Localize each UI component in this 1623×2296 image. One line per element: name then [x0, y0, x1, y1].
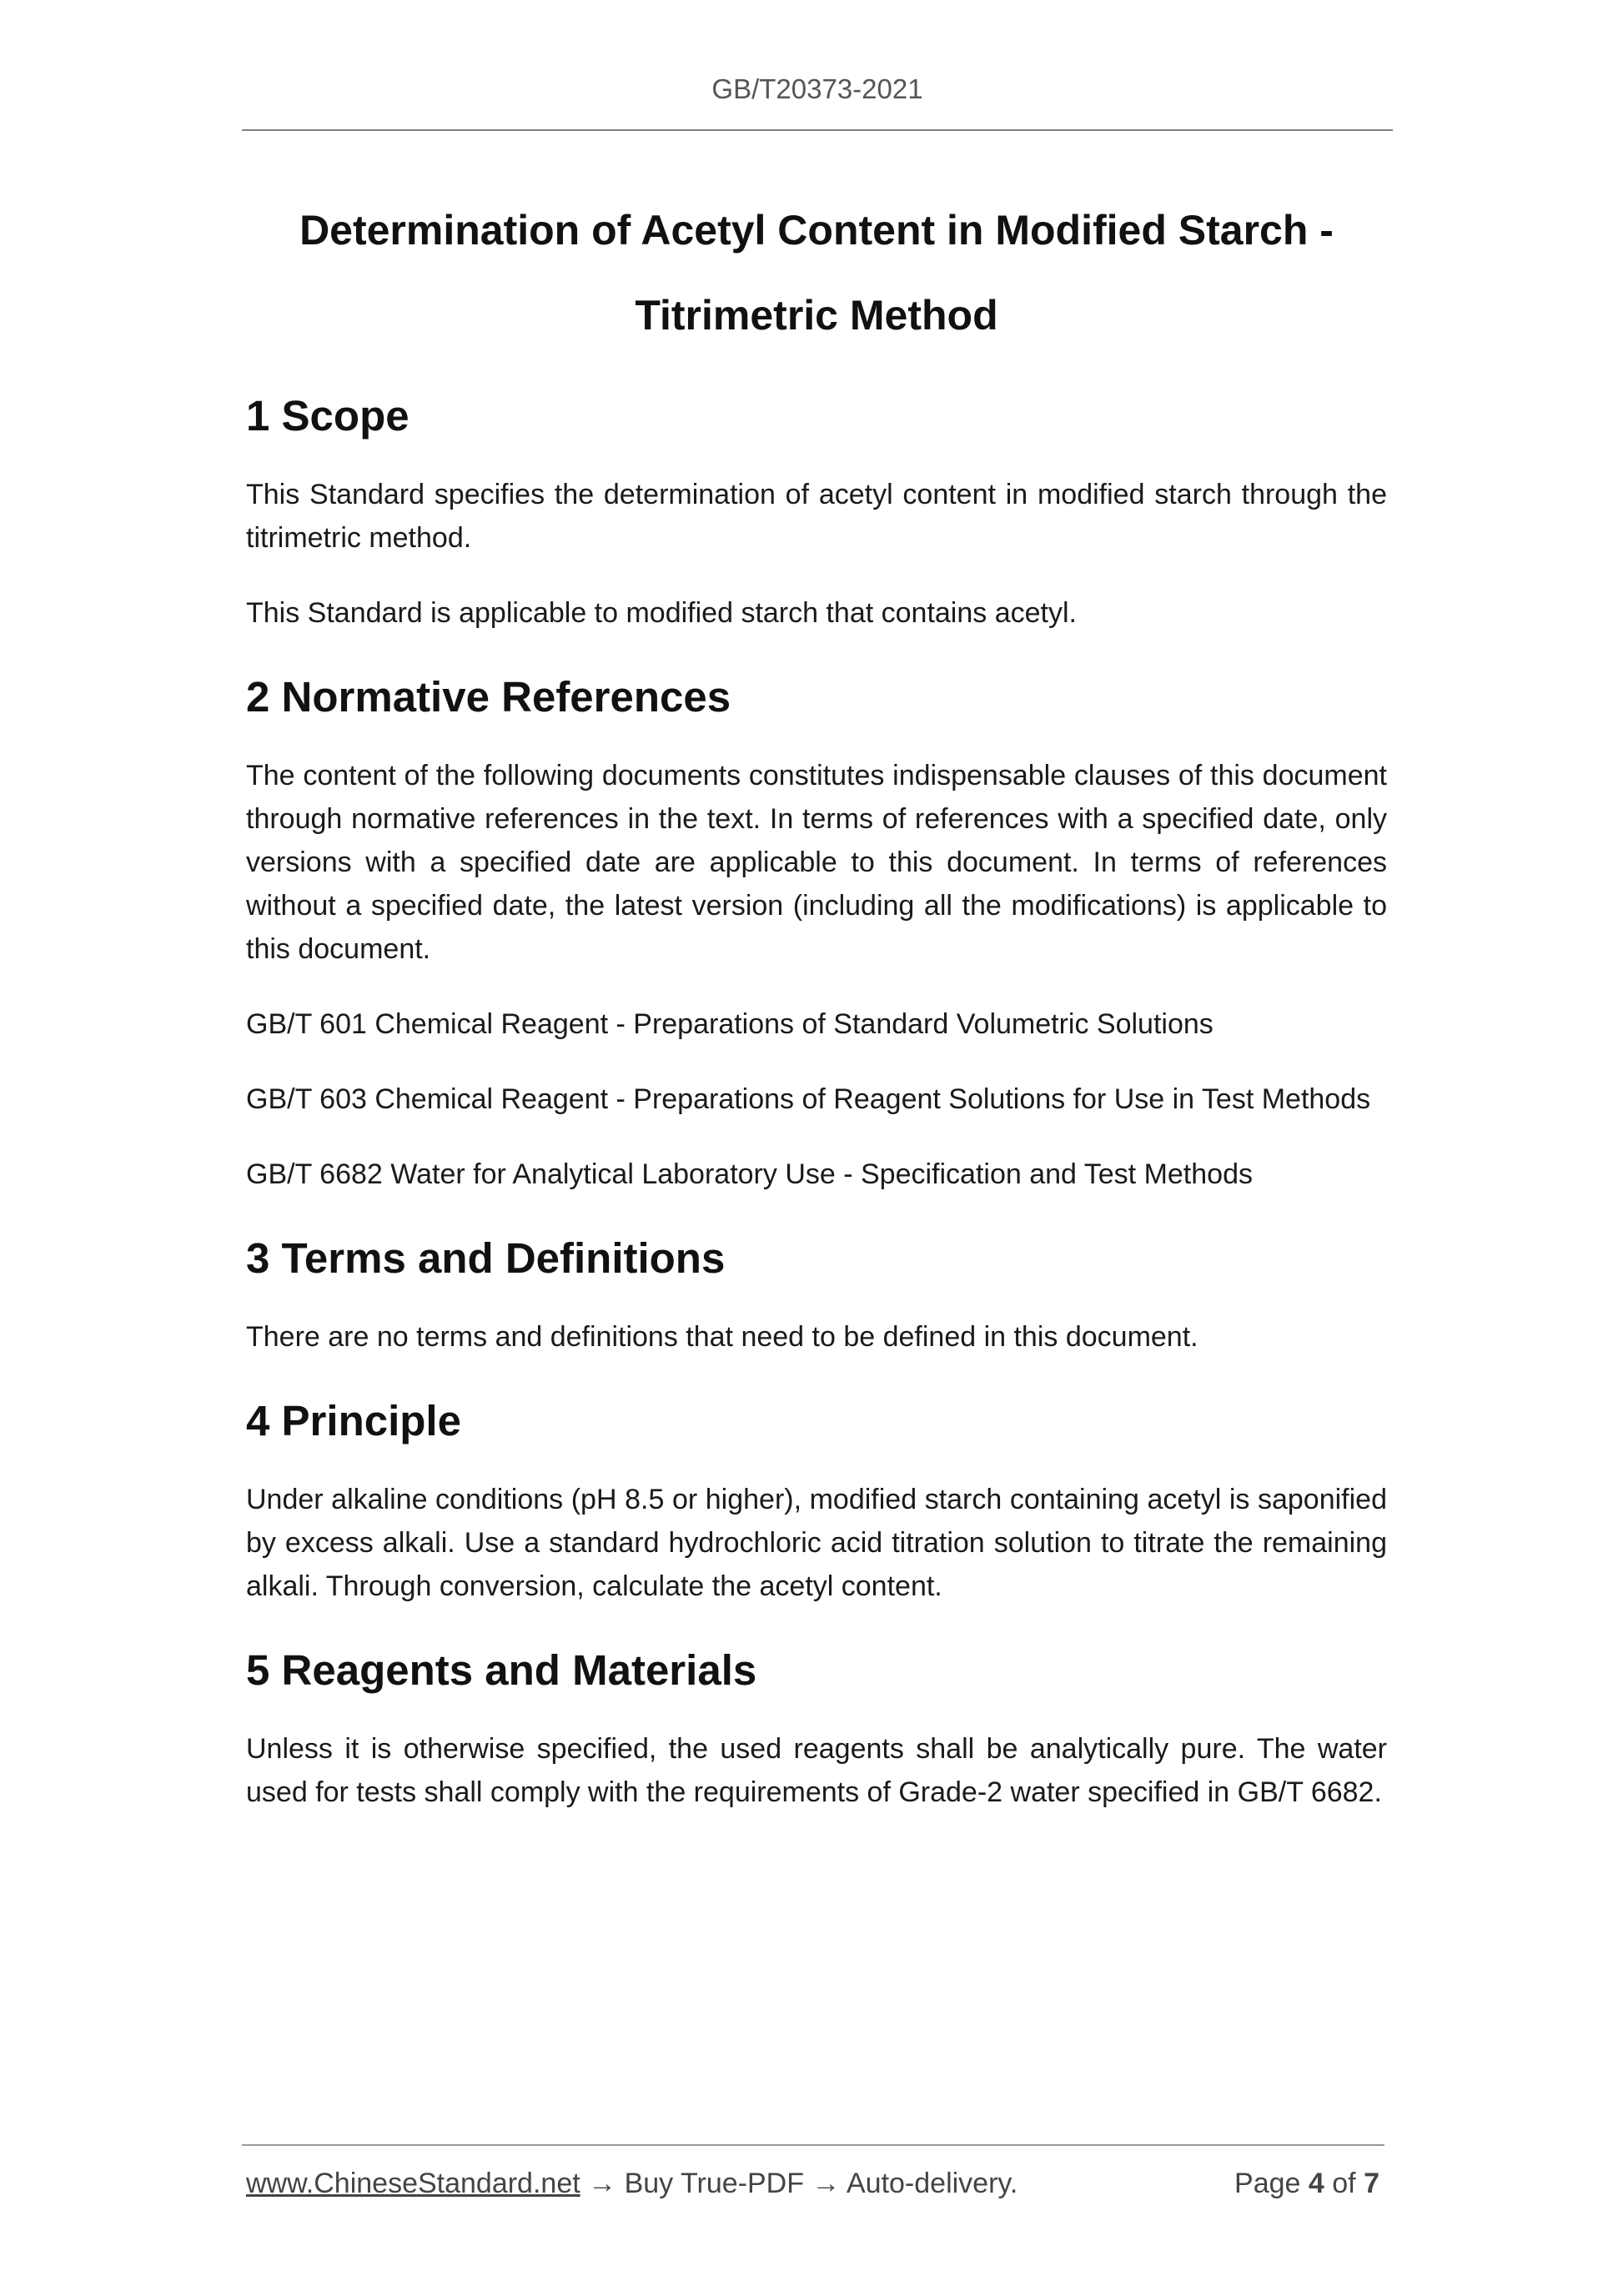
section-heading-reagents: 5 Reagents and Materials	[246, 1646, 757, 1694]
scope-paragraph-2: This Standard is applicable to modified starch that contains acetyl.	[246, 597, 1077, 629]
reference-gbt-6682: GB/T 6682 Water for Analytical Laboratory Use - Specification and Test Methods	[246, 1158, 1253, 1190]
reagents-paragraph: Unless it is otherwise specified, the used reagents shall be analytically pure. The water used for tests shall comply with the requirements of Grade-2 water specified in GB/T 6682.	[246, 1733, 1387, 1808]
header-divider	[242, 129, 1393, 131]
page-word: Page	[1234, 2168, 1301, 2199]
document-body	[246, 188, 1387, 1814]
normative-references-intro: The content of the following documents constitutes indispensable clauses of this document through normative references in the text. In terms of references with a specified date, only versions with a specified date are applicable to this document. In terms of references without a specified date, the latest version (including all the modifications) is applicable to this document.	[246, 760, 1387, 965]
reference-gbt-601: GB/T 601 Chemical Reagent - Preparations of Standard Volumetric Solutions	[246, 1008, 1213, 1040]
document-title	[246, 188, 1387, 358]
scope-paragraph-1: This Standard specifies the determination of acetyl content in modified starch through the titrimetric method.	[246, 479, 1387, 554]
terms-paragraph: There are no terms and definitions that need to be defined in this document.	[246, 1321, 1198, 1353]
page-total: 7	[1364, 2168, 1379, 2199]
principle-paragraph: Under alkaline conditions (pH 8.5 or higher), modified starch containing acetyl is saponified by excess alkali. Use a standard hydrochloric acid titration solution to titrate the remaining alkali. Through conversion, calculate the acetyl content.	[246, 1484, 1387, 1602]
page-current: 4	[1308, 2168, 1324, 2199]
section-heading-normative-references: 2 Normative References	[246, 673, 731, 721]
page-number	[1234, 2165, 1379, 2202]
footer-divider	[242, 2144, 1384, 2146]
footer-promo	[246, 2165, 1018, 2202]
page-of-word: of	[1332, 2168, 1356, 2199]
footer-promo-text: → Buy True-PDF → Auto-delivery.	[580, 2168, 1018, 2199]
reference-gbt-603: GB/T 603 Chemical Reagent - Preparations of Reagent Solutions for Use in Test Methods	[246, 1083, 1371, 1115]
document-code-header: GB/T20373-2021	[711, 73, 923, 104]
section-heading-scope: 1 Scope	[246, 392, 410, 440]
section-heading-principle: 4 Principle	[246, 1397, 461, 1444]
document-title-line-1: Determination of Acetyl Content in Modified Starch -	[299, 207, 1334, 254]
chinesestandard-link[interactable]: www.ChineseStandard.net	[246, 2168, 580, 2199]
section-heading-terms: 3 Terms and Definitions	[246, 1234, 726, 1282]
document-title-line-2: Titrimetric Method	[635, 292, 998, 339]
